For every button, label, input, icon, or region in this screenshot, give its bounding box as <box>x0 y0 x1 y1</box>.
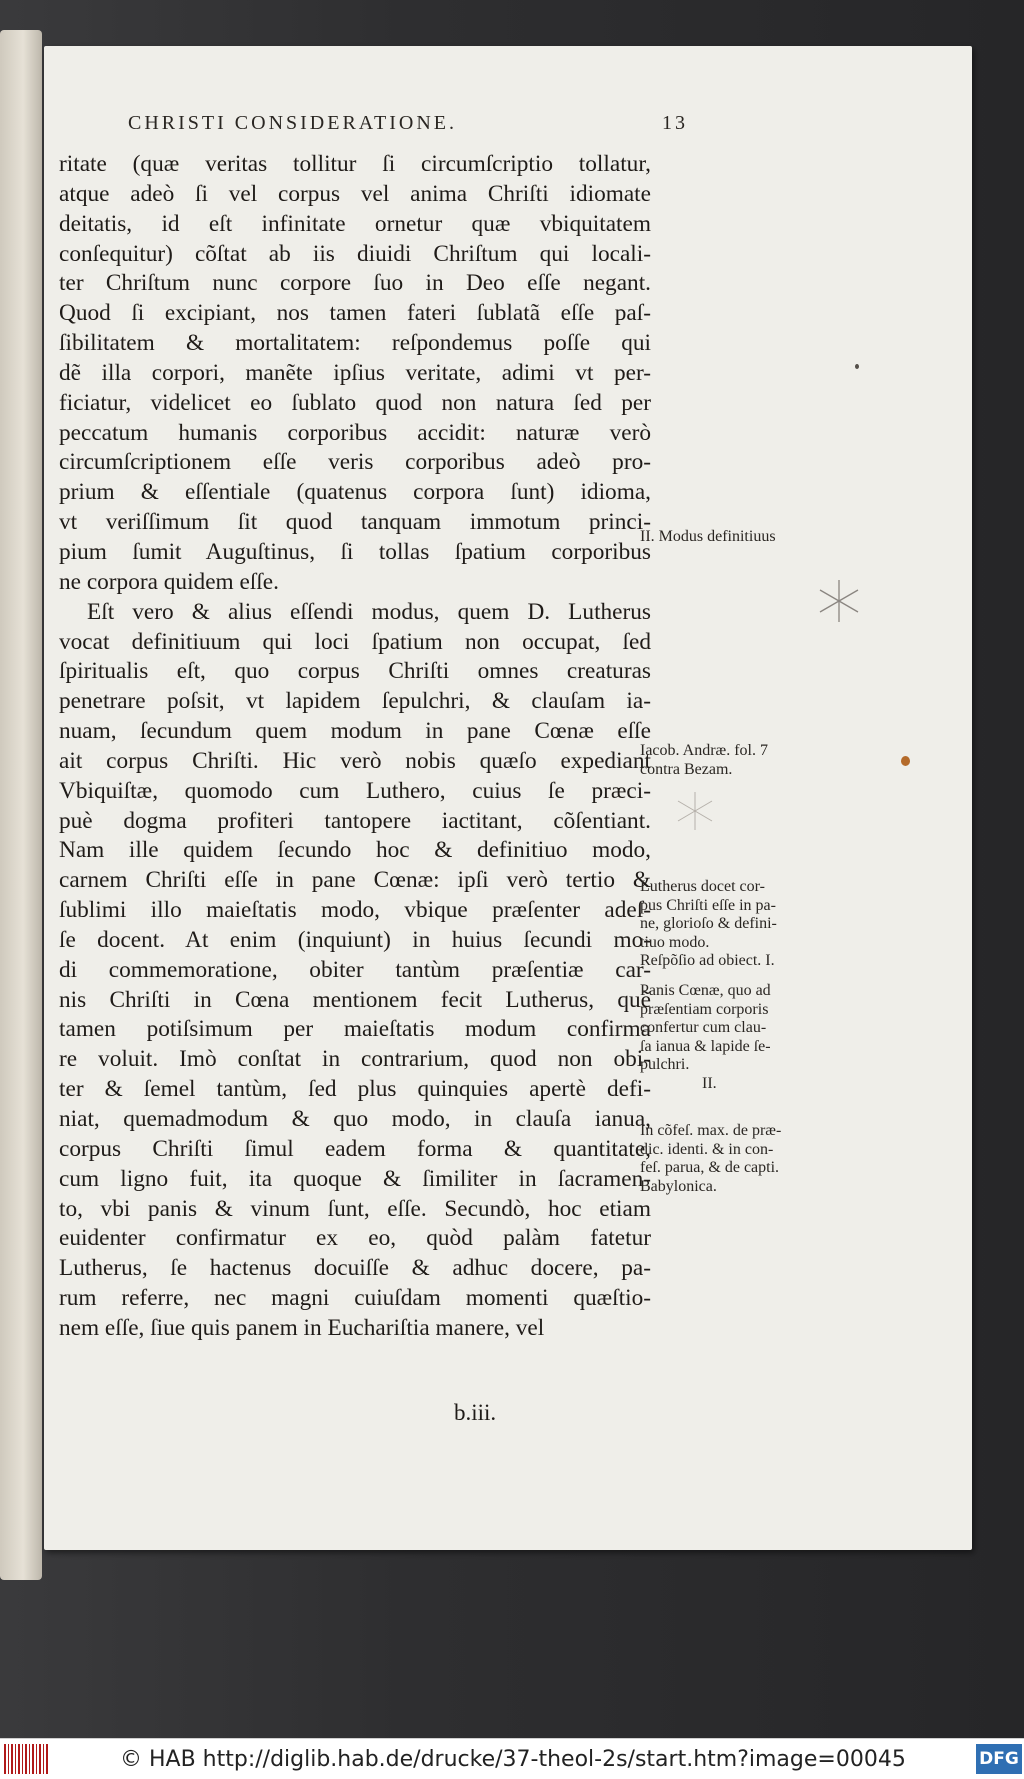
text-line: puè dogma profiteri tantopere iactitant, cõſentiant. <box>59 807 651 834</box>
running-title: CHRISTI CONSIDERATIONE. <box>128 112 457 134</box>
page-number: 13 <box>662 112 688 134</box>
margin-note-line: II. <box>702 1074 717 1092</box>
text-line: Quod ſi excipiant, nos tamen fateri ſublatã eſſe paſ- <box>59 300 651 327</box>
text-line: rum referre, nec magni cuiuſdam momenti quæſtio- <box>59 1285 651 1312</box>
text-line: ritate (quæ veritas tollitur ſi circumſcriptio tollatur, <box>59 151 651 177</box>
margin-note-line: Lutherus docet cor- <box>640 878 765 895</box>
text-line: Nam ille quidem ſecundo hoc & definitiuo modo, <box>59 837 651 864</box>
margin-note-line: Reſpõſio ad obiect. I. <box>640 952 775 969</box>
margin-note-line: confertur cum clau- <box>640 1019 767 1036</box>
text-line: ſpiritualis eſt, quo corpus Chriſti omnes creaturas <box>59 658 651 685</box>
ink-spot <box>901 756 910 766</box>
text-line: Lutherus, ſe hactenus docuiſſe & adhuc docere, pa- <box>59 1255 651 1282</box>
text-line: ter & ſemel tantùm, ſed plus quinquies apertè defi- <box>59 1076 651 1103</box>
book-page <box>44 46 972 1550</box>
margin-note-line: In cõfeſ. max. de præ- <box>640 1122 782 1139</box>
margin-note-line: præſentiam corporis <box>640 1000 769 1018</box>
hab-logo-icon <box>4 1744 50 1774</box>
margin-note-line: tiuo modo. <box>640 933 710 951</box>
text-line: conſequitur) cõſtat ab iis diuidi Chriſtum qui locali- <box>59 240 651 267</box>
text-line: circumſcriptionem eſſe veris corporibus adeò pro- <box>59 449 651 476</box>
text-line: nis Chriſti in Cœna mentionem fecit Lutherus, quẽ <box>59 986 651 1013</box>
margin-note-confess <box>640 1122 856 1196</box>
page-dot <box>855 364 859 369</box>
margin-note-line: ſa ianua & lapide ſe- <box>640 1037 771 1055</box>
spine-strip <box>0 30 42 1580</box>
margin-note-line: Babylonica. <box>640 1177 717 1195</box>
text-line: vt veriſſimum ſit quod tanquam immotum princi- <box>59 509 651 536</box>
text-line: nem eſſe, ſiue quis panem in Euchariſtia manere, vel <box>59 1314 545 1341</box>
text-line: re voluit. Imò conſtat in contrarium, quod non obi- <box>59 1046 651 1073</box>
margin-note-line: Panis Cœnæ, quo ad <box>640 982 771 999</box>
text-line: to, vbi panis & vinum ſunt, eſſe. Secundò, hoc etiam <box>59 1195 651 1222</box>
margin-note-lutherus <box>640 878 856 971</box>
text-line: cum ligno fuit, ita quoque & ſimiliter in ſacramen- <box>59 1165 651 1192</box>
text-line: penetrare poſsit, vt lapidem ſepulchri, & clauſam ia- <box>59 688 651 715</box>
text-line: tamen potiſsimum per maieſtatis modum confirma <box>59 1016 651 1043</box>
text-line: ter Chriſtum nunc corpore ſuo in Deo eſſe negant. <box>59 270 651 297</box>
margin-note-panis <box>640 982 856 1093</box>
main-text-block <box>59 150 651 1344</box>
text-line: nuam, ſecundum quem modum in pane Cœnæ eſſe <box>59 718 651 745</box>
text-line: deitatis, id eſt infinitate ornetur quæ vbiquitatem <box>59 210 651 237</box>
text-line: dẽ illa corpori, manẽte ipſius veritate, adimi vt per- <box>59 359 651 386</box>
dfg-logo: DFG <box>976 1744 1022 1774</box>
text-line: ne corpora quidem eſſe. <box>59 568 279 595</box>
margin-note-line: dic. identi. & in con- <box>640 1140 774 1158</box>
signature-mark: b.iii. <box>454 1400 497 1425</box>
margin-note-line: pulchri. <box>640 1056 690 1073</box>
text-line: ſe docent. At enim (inquiunt) in huius ſecundi mo- <box>59 926 651 953</box>
text-line: prium & eſſentiale (quatenus corpora ſunt) idioma, <box>59 479 651 506</box>
margin-note-line: ne, glorioſo & defini- <box>640 915 777 932</box>
margin-note-line: pus Chriſti eſſe in pa- <box>640 896 776 914</box>
margin-note-line: II. Modus definitiuus <box>640 528 776 545</box>
margin-note-line: contra Bezam. <box>640 760 733 778</box>
text-line: corpus Chriſti ſimul eadem forma & quantitate, <box>59 1135 651 1162</box>
margin-note-modus <box>640 528 856 547</box>
text-line: Vbiquiſtæ, quomodo cum Luthero, cuius ſe præci- <box>59 777 651 804</box>
text-line: ſibilitatem & mortalitatem: reſpondemus poſſe qui <box>59 330 651 357</box>
asterisk-pencil-mark <box>814 576 864 626</box>
margin-note-line: Iacob. Andræ. fol. 7 <box>640 742 768 759</box>
asterisk-pencil-mark <box>670 786 720 836</box>
text-line: Eſt vero & alius eſſendi modus, quem D. Lutherus <box>87 598 651 625</box>
margin-note-line: feſ. parua, & de capti. <box>640 1159 780 1176</box>
credit-link[interactable]: © HAB http://diglib.hab.de/drucke/37-theol-2s/start.htm?image=00045 <box>120 1746 906 1772</box>
text-line: carnem Chriſti eſſe in pane Cœnæ: ipſi verò tertio & <box>59 867 651 894</box>
text-line: di commemoratione, obiter tantùm præſentiæ car- <box>59 956 651 983</box>
text-line: ſublimi illo maieſtatis modo, vbique præſenter adeſ- <box>59 897 651 924</box>
text-line: peccatum humanis corporibus accidit: naturæ verò <box>59 419 651 446</box>
text-line: euidenter confirmatur ex eo, quòd palàm fatetur <box>59 1225 651 1252</box>
text-line: atque adeò ſi vel corpus vel anima Chriſti idiomate <box>59 180 651 207</box>
margin-note-iacob <box>640 742 856 779</box>
text-line: pium ſumit Auguſtinus, ſi tollas ſpatium corporibus <box>59 538 651 565</box>
text-line: ait corpus Chriſti. Hic verò nobis quæſo expediant <box>59 747 651 774</box>
running-head <box>128 112 688 135</box>
text-line: niat, quemadmodum & quo modo, in clauſa ianua, <box>59 1106 651 1132</box>
footer-bar <box>0 1738 1024 1779</box>
text-line: vocat definitiuum qui loci ſpatium non occupat, ſed <box>59 628 651 655</box>
text-line: ficiatur, videlicet eo ſublato quod non natura ſed per <box>59 389 651 416</box>
